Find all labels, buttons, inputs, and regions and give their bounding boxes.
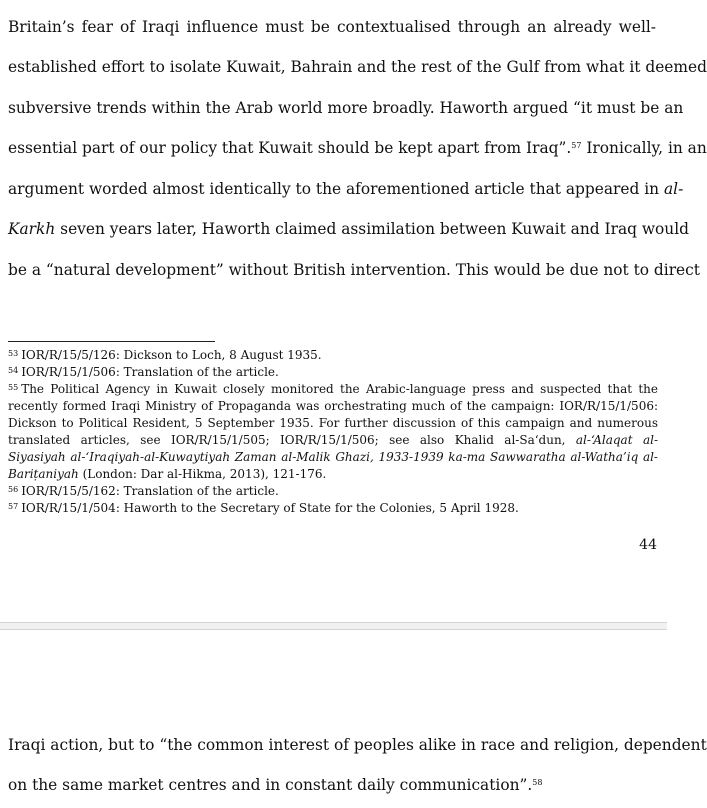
footnote-text: translated articles, see IOR/R/15/1/505; IOR/R/15/1/506; see also Khalid al-Sa‘dun, xyxy=(8,433,576,447)
text-run: seven years later, Haworth claimed assimilation between Kuwait and Iraq would xyxy=(55,220,689,238)
text-run: established effort to isolate Kuwait, Bahrain and the rest of the Gulf from what it deemed xyxy=(8,58,707,76)
italic-text: Bariṭaniyah xyxy=(8,467,79,481)
text-line xyxy=(8,56,707,78)
footnote-line xyxy=(8,415,658,432)
text-line xyxy=(8,218,689,240)
footnote-number: 54 xyxy=(8,366,19,375)
footnote-54 xyxy=(8,364,658,381)
footnote-text: The Political Agency in Kuwait closely monitored the Arabic-language press and suspected that the xyxy=(21,382,658,396)
footnote-ref-57[interactable]: 57 xyxy=(571,141,582,150)
text-line xyxy=(8,259,700,281)
footnote-text: IOR/R/15/5/162: Translation of the article. xyxy=(21,484,279,498)
footnote-57 xyxy=(8,500,658,517)
italic-text: al- xyxy=(663,180,684,198)
footnote-ref-58[interactable]: 58 xyxy=(532,778,543,787)
text-line xyxy=(8,16,656,38)
footnote-number: 55 xyxy=(8,383,19,392)
footnote-56 xyxy=(8,483,658,500)
page-break xyxy=(0,622,667,630)
page-number: 44 xyxy=(639,537,657,553)
italic-text: Siyasiyah al-‘Iraqiyah-al-Kuwaytiyah Zaman al-Malik Ghazi, 1933-1939 ka-ma Sawwaratha al-Watha’iq al- xyxy=(8,450,658,464)
text-run: essential part of our policy that Kuwait should be kept apart from Iraq”. xyxy=(8,139,572,157)
italic-text: Karkh xyxy=(8,220,56,238)
footnote-line xyxy=(8,398,658,415)
footnote-number: 53 xyxy=(8,349,19,358)
footnote-text: IOR/R/15/1/504: Haworth to the Secretary of State for the Colonies, 5 April 1928. xyxy=(21,501,519,515)
footnote-text: recently formed Iraqi Ministry of Propaganda was orchestrating much of the campaign: IOR/R/15/1/506: xyxy=(8,399,658,413)
text-run: Ironically, in an xyxy=(581,139,707,157)
text-run: Britain’s fear of Iraqi influence must be contextualised through an already well- xyxy=(8,18,656,36)
footnote-line xyxy=(8,449,658,466)
footnote-number: 57 xyxy=(8,502,19,511)
text-run: be a “natural development” without British intervention. This would be due not to direct xyxy=(8,261,700,279)
text-line xyxy=(8,137,707,159)
italic-text: al-‘Alaqat al- xyxy=(575,433,658,447)
text-run: subversive trends within the Arab world more broadly. Haworth argued “it must be an xyxy=(8,99,684,117)
text-line xyxy=(8,774,656,796)
footnote-53 xyxy=(8,347,658,364)
footnote-text: Dickson to Political Resident, 5 September 1935. For further discussion of this campaign and numerous xyxy=(8,416,658,430)
footnote-separator xyxy=(8,341,215,342)
footnote-text: IOR/R/15/5/126: Dickson to Loch, 8 August 1935. xyxy=(21,348,322,362)
footnote-line xyxy=(8,432,658,449)
footnote-number: 56 xyxy=(8,485,19,494)
text-line xyxy=(8,97,684,119)
footnote-55 xyxy=(8,381,658,398)
page-45 xyxy=(0,630,707,808)
footnote-text: (London: Dar al-Hikma, 2013), 121-176. xyxy=(78,467,327,481)
text-run: on the same market centres and in constant daily communication”. xyxy=(8,776,533,794)
text-run: argument worded almost identically to the aforementioned article that appeared in xyxy=(8,180,664,198)
text-line xyxy=(8,734,707,756)
text-run: Iraqi action, but to “the common interest of peoples alike in race and religion, dependent xyxy=(8,736,707,754)
footnote-text: IOR/R/15/1/506: Translation of the article. xyxy=(21,365,279,379)
text-line xyxy=(8,178,684,200)
footnote-line xyxy=(8,466,658,483)
